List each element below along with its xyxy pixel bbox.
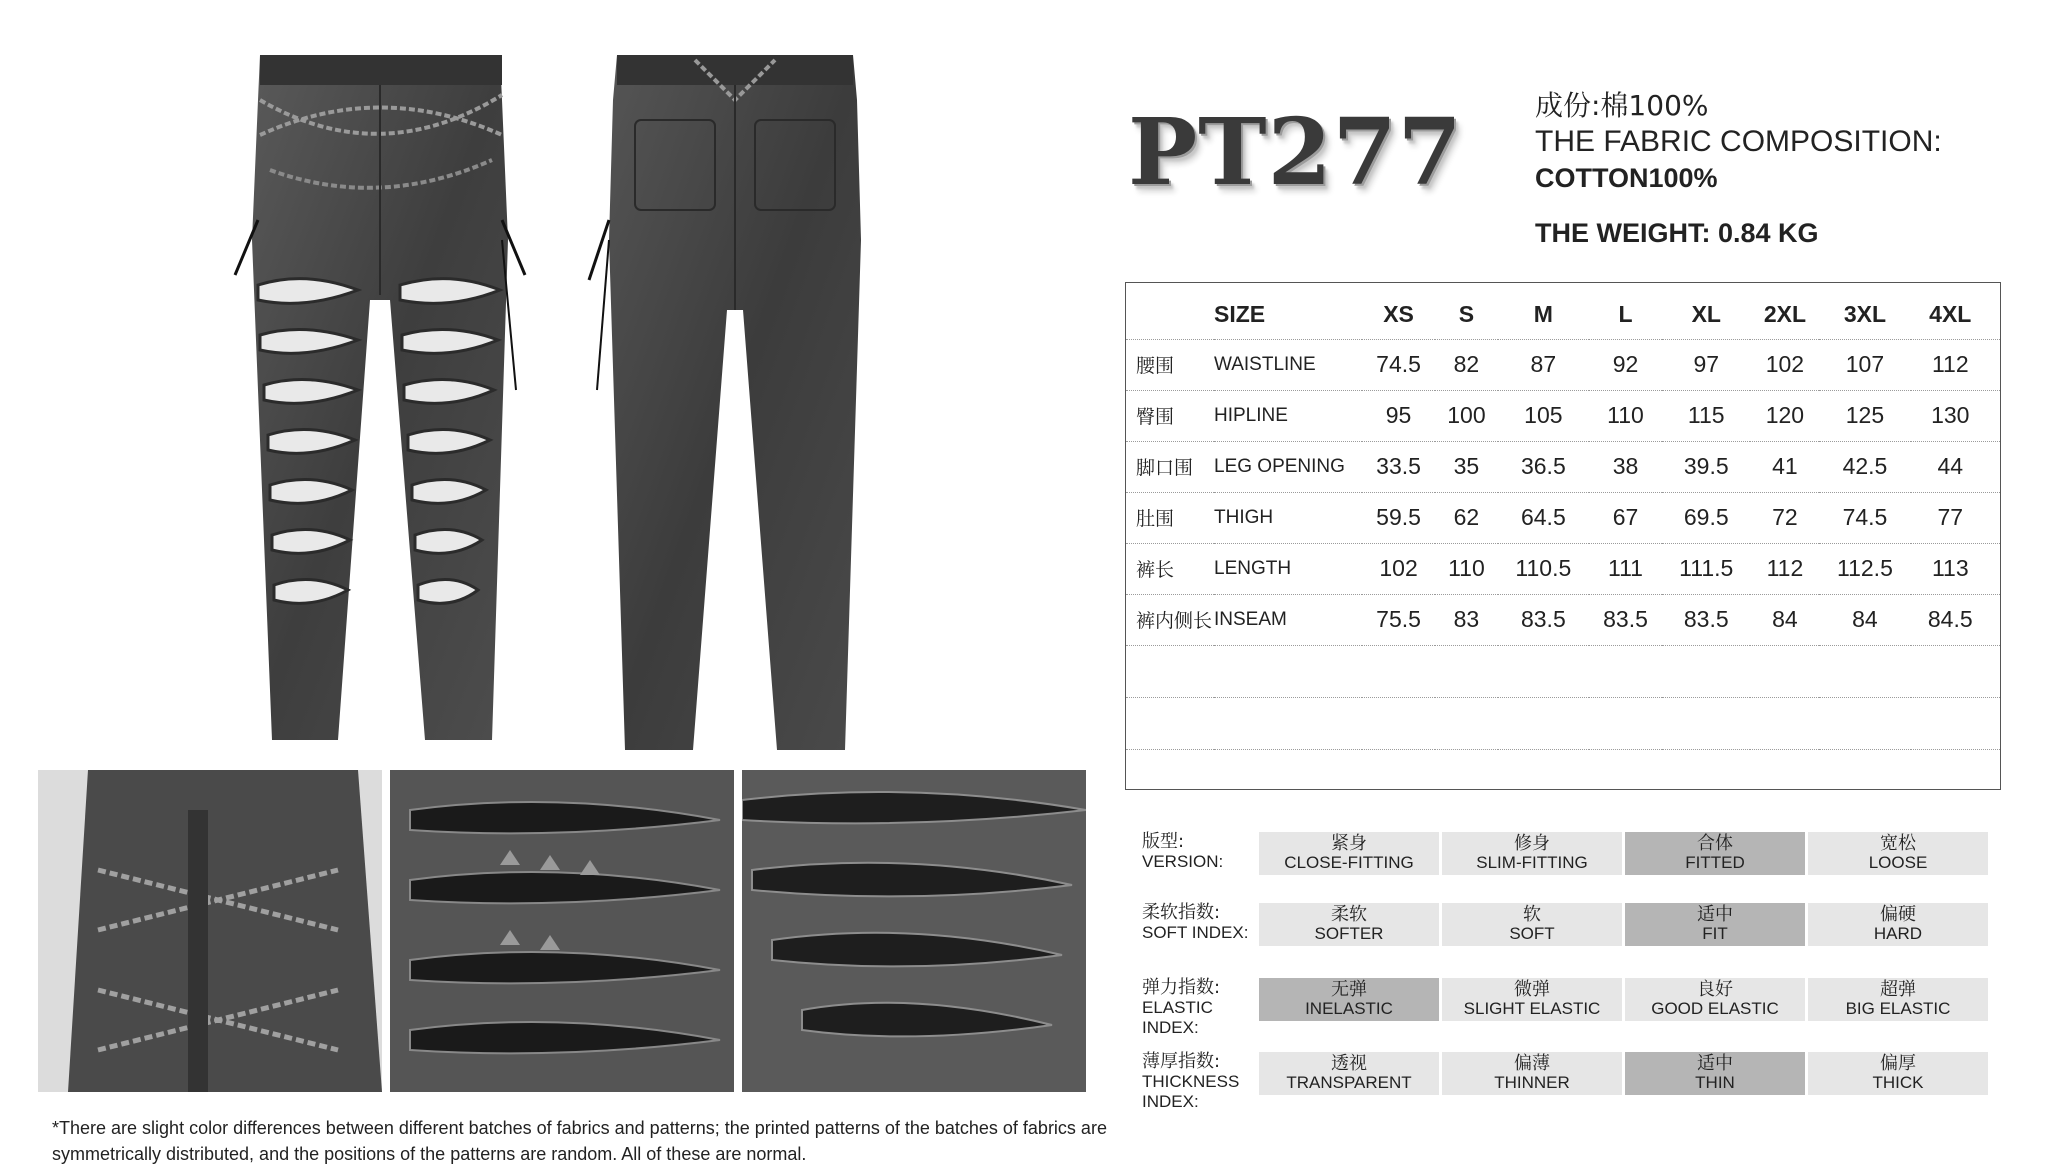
option-en: LOOSE	[1868, 853, 1928, 872]
size-row-inseam	[1126, 594, 2000, 645]
index-option-selected	[1625, 1052, 1805, 1095]
empty-cell	[1126, 645, 2000, 697]
option-en: FITTED	[1685, 853, 1745, 872]
size-chart	[1125, 282, 2001, 790]
measure-value: 69.5	[1662, 492, 1750, 543]
measure-value: 125	[1819, 390, 1910, 441]
measure-value: 100	[1435, 390, 1498, 441]
measure-value: 77	[1911, 492, 2000, 543]
measure-value: 102	[1362, 543, 1435, 594]
option-cn: 宽松	[1880, 833, 1916, 854]
product-code: PT277	[1128, 98, 1463, 206]
index-label-cn: 薄厚指数:	[1142, 1051, 1221, 1072]
measure-value: 72	[1750, 492, 1819, 543]
measure-value: 83.5	[1498, 594, 1589, 645]
size-header: 4XL	[1911, 283, 2000, 339]
index-label	[1142, 832, 1262, 872]
measure-value: 110	[1435, 543, 1498, 594]
measure-value: 74.5	[1819, 492, 1910, 543]
measure-value: 35	[1435, 441, 1498, 492]
measure-en-label: LEG OPENING	[1214, 441, 1362, 492]
index-option	[1259, 1052, 1439, 1095]
size-header: M	[1498, 283, 1589, 339]
header-cn-cell	[1126, 283, 1214, 339]
measure-value: 44	[1911, 441, 2000, 492]
size-row-hipline	[1126, 390, 2000, 441]
option-cn: 偏硬	[1880, 904, 1916, 925]
size-header: L	[1589, 283, 1662, 339]
index-option	[1808, 832, 1988, 875]
disclaimer-text: *There are slight color differences between different batches of fabrics and patterns; the printed patterns of the batches of fabrics are symmetrically distributed, and the positions of the patterns are random. All of these are normal.	[52, 1118, 1107, 1164]
option-en: FIT	[1702, 924, 1728, 943]
index-option	[1259, 832, 1439, 875]
index-option-selected	[1259, 978, 1439, 1021]
option-en: TRANSPARENT	[1286, 1073, 1412, 1092]
measure-value: 33.5	[1362, 441, 1435, 492]
measure-value: 41	[1750, 441, 1819, 492]
index-label-cn: 柔软指数:	[1142, 902, 1221, 923]
detail-photo-slashes	[742, 770, 1086, 1092]
option-cn: 无弹	[1331, 979, 1367, 1000]
empty-cell	[1126, 697, 2000, 749]
measure-value: 36.5	[1498, 441, 1589, 492]
index-option-selected	[1625, 903, 1805, 946]
composition-value: COTTON100%	[1535, 163, 1718, 193]
option-cn: 偏薄	[1514, 1053, 1550, 1074]
size-header: XS	[1362, 283, 1435, 339]
option-en: THICK	[1872, 1073, 1924, 1092]
option-en: BIG ELASTIC	[1845, 999, 1951, 1018]
option-cn: 良好	[1697, 979, 1733, 1000]
option-en: HARD	[1873, 924, 1923, 943]
index-option	[1442, 978, 1622, 1021]
index-option	[1808, 903, 1988, 946]
measure-cn-label: 脚口围	[1126, 441, 1214, 492]
option-en: THINNER	[1494, 1073, 1570, 1092]
index-option	[1808, 978, 1988, 1021]
option-cn: 软	[1523, 904, 1541, 925]
measure-value: 97	[1662, 339, 1750, 390]
measure-cn-label: 裤内侧长	[1126, 594, 1214, 645]
measure-value: 59.5	[1362, 492, 1435, 543]
composition-en: THE FABRIC COMPOSITION:	[1535, 125, 1942, 158]
size-row-length	[1126, 543, 2000, 594]
measure-value: 67	[1589, 492, 1662, 543]
measure-value: 112.5	[1819, 543, 1910, 594]
measure-cn-label: 裤长	[1126, 543, 1214, 594]
index-options	[1259, 1052, 1988, 1095]
index-option	[1442, 1052, 1622, 1095]
option-en: SLIM-FITTING	[1476, 853, 1588, 872]
option-cn: 透视	[1331, 1053, 1367, 1074]
product-weight: THE WEIGHT: 0.84 KG	[1535, 218, 1819, 248]
option-cn: 超弹	[1880, 979, 1916, 1000]
index-option	[1259, 903, 1439, 946]
option-en: SLIGHT ELASTIC	[1463, 999, 1601, 1018]
measure-value: 82	[1435, 339, 1498, 390]
size-row-leg-opening	[1126, 441, 2000, 492]
index-label-en: THICKNESS INDEX:	[1142, 1072, 1240, 1111]
measure-value: 75.5	[1362, 594, 1435, 645]
size-header: 3XL	[1819, 283, 1910, 339]
size-table	[1126, 283, 2000, 750]
composition-cn: 成份:棉100%	[1535, 89, 1709, 122]
index-option	[1442, 832, 1622, 875]
measure-value: 107	[1819, 339, 1910, 390]
option-en: SOFTER	[1314, 924, 1384, 943]
measure-value: 64.5	[1498, 492, 1589, 543]
measure-value: 120	[1750, 390, 1819, 441]
measure-value: 105	[1498, 390, 1589, 441]
option-cn: 适中	[1697, 1053, 1733, 1074]
index-label	[1142, 903, 1262, 943]
option-en: THIN	[1695, 1073, 1735, 1092]
measure-en-label: LENGTH	[1214, 543, 1362, 594]
option-en: INELASTIC	[1305, 999, 1393, 1018]
measure-en-label: HIPLINE	[1214, 390, 1362, 441]
size-header: 2XL	[1750, 283, 1819, 339]
index-option	[1442, 903, 1622, 946]
measure-value: 39.5	[1662, 441, 1750, 492]
measure-value: 113	[1911, 543, 2000, 594]
size-row-waistline	[1126, 339, 2000, 390]
measure-en-label: WAISTLINE	[1214, 339, 1362, 390]
option-en: GOOD ELASTIC	[1651, 999, 1779, 1018]
measure-value: 83.5	[1589, 594, 1662, 645]
option-cn: 柔软	[1331, 904, 1367, 925]
measure-cn-label: 肚围	[1126, 492, 1214, 543]
measure-value: 84	[1819, 594, 1910, 645]
index-options	[1259, 903, 1988, 946]
size-header-label: SIZE	[1214, 283, 1362, 339]
index-option	[1808, 1052, 1988, 1095]
measure-value: 130	[1911, 390, 2000, 441]
measure-value: 111	[1589, 543, 1662, 594]
size-row-thigh	[1126, 492, 2000, 543]
detail-photo-studs	[390, 770, 734, 1092]
index-options	[1259, 832, 1988, 875]
size-table-body	[1126, 339, 2000, 749]
index-option	[1625, 978, 1805, 1021]
option-en: SOFT	[1509, 924, 1555, 943]
index-label	[1142, 1052, 1262, 1112]
measure-value: 74.5	[1362, 339, 1435, 390]
measure-en-label: INSEAM	[1214, 594, 1362, 645]
measure-value: 92	[1589, 339, 1662, 390]
measure-value: 110	[1589, 390, 1662, 441]
measure-value: 42.5	[1819, 441, 1910, 492]
measure-value: 84	[1750, 594, 1819, 645]
measure-value: 102	[1750, 339, 1819, 390]
index-label-en: ELASTIC INDEX:	[1142, 998, 1213, 1037]
empty-row	[1126, 697, 2000, 749]
measure-value: 95	[1362, 390, 1435, 441]
option-en: CLOSE-FITTING	[1284, 853, 1414, 872]
option-cn: 紧身	[1331, 833, 1367, 854]
option-cn: 偏厚	[1880, 1053, 1916, 1074]
option-cn: 修身	[1514, 833, 1550, 854]
measure-value: 38	[1589, 441, 1662, 492]
size-header-row	[1126, 283, 2000, 339]
detail-photo-chains	[38, 770, 382, 1092]
back-view-photo	[585, 40, 885, 750]
measure-en-label: THIGH	[1214, 492, 1362, 543]
measure-value: 115	[1662, 390, 1750, 441]
measure-value: 112	[1750, 543, 1819, 594]
option-cn: 合体	[1697, 833, 1733, 854]
size-header: S	[1435, 283, 1498, 339]
measure-value: 83.5	[1662, 594, 1750, 645]
fabric-composition	[1535, 88, 1942, 196]
front-view-photo	[230, 40, 530, 750]
measure-value: 110.5	[1498, 543, 1589, 594]
measure-value: 111.5	[1662, 543, 1750, 594]
measure-value: 83	[1435, 594, 1498, 645]
index-label-en: SOFT INDEX:	[1142, 923, 1249, 942]
measure-cn-label: 腰围	[1126, 339, 1214, 390]
option-cn: 微弹	[1514, 979, 1550, 1000]
measure-value: 84.5	[1911, 594, 2000, 645]
index-option-selected	[1625, 832, 1805, 875]
measure-value: 112	[1911, 339, 2000, 390]
index-label-cn: 弹力指数:	[1142, 977, 1221, 998]
measure-value: 87	[1498, 339, 1589, 390]
empty-row	[1126, 645, 2000, 697]
option-cn: 适中	[1697, 904, 1733, 925]
measure-cn-label: 臀围	[1126, 390, 1214, 441]
index-label-cn: 版型:	[1142, 831, 1185, 852]
size-header: XL	[1662, 283, 1750, 339]
index-label-en: VERSION:	[1142, 852, 1224, 871]
index-options	[1259, 978, 1988, 1021]
index-label	[1142, 978, 1262, 1038]
measure-value: 62	[1435, 492, 1498, 543]
